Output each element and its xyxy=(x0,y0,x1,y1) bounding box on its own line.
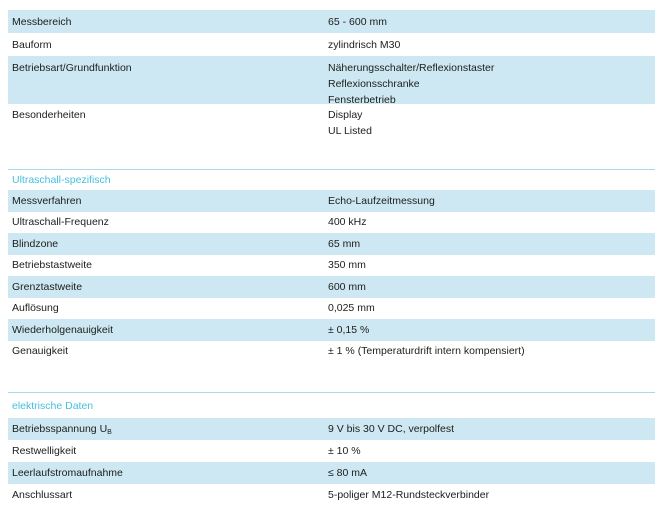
spec-row-wiederholgenauigkeit xyxy=(8,319,655,341)
spec-value xyxy=(328,107,655,139)
spec-label: Leerlaufstromaufnahme xyxy=(12,467,123,479)
section-gap xyxy=(8,142,655,169)
spec-label-text: Betriebsspannung U xyxy=(12,423,108,435)
spec-value: 65 - 600 mm xyxy=(328,15,387,28)
spec-row-messverfahren xyxy=(8,190,655,212)
spec-row-leerlaufstromaufnahme xyxy=(8,462,655,484)
spec-row-blindzone xyxy=(8,233,655,255)
spec-value: 5-poliger M12-Rundsteckverbinder xyxy=(328,489,490,501)
spec-value-line: UL Listed xyxy=(328,125,372,137)
spec-value: Echo-Laufzeitmessung xyxy=(328,194,435,207)
spec-label-subscript: B xyxy=(107,429,112,436)
spec-row-betriebsspannung xyxy=(8,418,655,440)
spec-label: Ultraschall-Frequenz xyxy=(12,216,109,229)
spec-value: zylindrisch M30 xyxy=(328,38,401,51)
spec-value: ± 0,15 % xyxy=(328,323,370,336)
spec-value: 400 kHz xyxy=(328,216,367,229)
spec-row-messbereich xyxy=(8,10,655,33)
section-header-ultraschall: Ultraschall-spezifisch xyxy=(12,174,111,186)
spec-value: ± 1 % (Temperaturdrift intern kompensiert) xyxy=(328,345,525,358)
spec-row-grenztastweite xyxy=(8,276,655,298)
specification-table xyxy=(8,10,655,506)
spec-label: Restwelligkeit xyxy=(12,445,77,457)
spec-label: Auflösung xyxy=(12,302,59,315)
spec-row-frequenz xyxy=(8,212,655,234)
spec-value-line: Fensterbetrieb xyxy=(328,94,396,106)
spec-label: Genauigkeit xyxy=(12,345,69,358)
spec-row-bauform xyxy=(8,33,655,56)
spec-value xyxy=(328,60,655,108)
spec-row-besonderheiten xyxy=(8,104,655,142)
spec-value: ± 10 % xyxy=(328,445,361,457)
spec-label: Betriebstastweite xyxy=(12,259,92,272)
section-ultraschall xyxy=(8,190,655,362)
spec-row-restwelligkeit xyxy=(8,440,655,462)
section-header-elektrische-daten: elektrische Daten xyxy=(12,399,94,412)
section-general xyxy=(8,10,655,142)
spec-value: 350 mm xyxy=(328,259,366,272)
spec-value-line: Reflexionsschranke xyxy=(328,78,420,90)
spec-value: 9 V bis 30 V DC, verpolfest xyxy=(328,423,455,435)
spec-label: Messverfahren xyxy=(12,194,82,207)
spec-label: Besonderheiten xyxy=(12,109,86,121)
spec-row-betriebsart xyxy=(8,56,655,104)
spec-value: 600 mm xyxy=(328,280,366,293)
spec-label: Bauform xyxy=(12,38,52,51)
spec-label: Anschlussart xyxy=(12,489,73,501)
spec-value-line: Display xyxy=(328,109,363,121)
spec-label: Blindzone xyxy=(12,237,59,250)
spec-row-betriebstastweite xyxy=(8,255,655,277)
spec-value: 0,025 mm xyxy=(328,302,375,315)
spec-label: Wiederholgenauigkeit xyxy=(12,323,113,336)
spec-label: Betriebsart/Grundfunktion xyxy=(12,62,132,74)
spec-value: 65 mm xyxy=(328,237,361,250)
section-gap xyxy=(8,362,655,392)
spec-row-anschlussart xyxy=(8,484,655,506)
spec-row-aufloesung xyxy=(8,298,655,320)
section-elektrische-daten xyxy=(8,418,655,506)
spec-row-genauigkeit xyxy=(8,341,655,363)
spec-label xyxy=(8,421,328,437)
spec-value-line: Näherungsschalter/Reflexionstaster xyxy=(328,62,495,74)
spec-label: Grenztastweite xyxy=(12,280,83,293)
spec-value: ≤ 80 mA xyxy=(328,467,368,479)
spec-label: Messbereich xyxy=(12,15,72,28)
